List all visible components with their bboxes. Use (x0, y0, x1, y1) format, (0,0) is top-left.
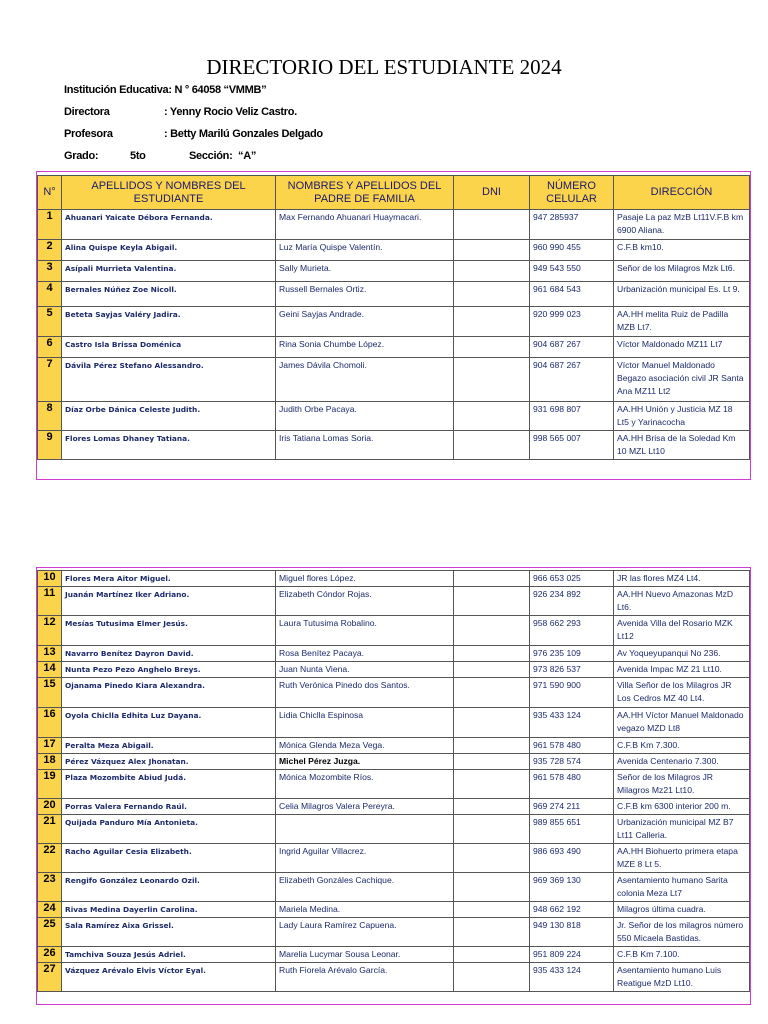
section-value: “A” (238, 150, 257, 162)
address-cell: Avenida Centenario 7.300. (614, 754, 750, 770)
parent-name: Elizabeth Cóndor Rojas. (276, 587, 454, 616)
phone-number: 969 369 130 (530, 873, 614, 902)
dni-cell (454, 307, 530, 337)
dni-cell (454, 431, 530, 460)
dni-cell (454, 963, 530, 992)
dni-cell (454, 770, 530, 799)
address-cell: AA.HH Unión y Justicia MZ 18 Lt5 y Yarinacocha (614, 402, 750, 431)
parent-name: Iris Tatiana Lomas Soria. (276, 431, 454, 460)
parent-name: Ingrid Aguilar Villacrez. (276, 844, 454, 873)
student-name: Racho Aguilar Cesia Elizabeth. (62, 844, 276, 873)
row-number: 1 (38, 210, 62, 240)
header-address: DIRECCIÓN (614, 176, 750, 210)
table-row (38, 210, 750, 240)
row-number: 23 (38, 873, 62, 902)
student-name: Sala Ramírez Aixa Grissel. (62, 918, 276, 947)
parent-name: Lady Laura Ramírez Capuena. (276, 918, 454, 947)
parent-name: Rosa Benítez Pacaya. (276, 646, 454, 662)
address-cell: Señor de los Milagros JR Milagros Mz21 Lt10. (614, 770, 750, 799)
address-cell: AA.HH Biohuerto primera etapa MZE 8 Lt 5. (614, 844, 750, 873)
student-name: Juanán Martínez Iker Adriano. (62, 587, 276, 616)
phone-number: 935 728 574 (530, 754, 614, 770)
table-row (38, 947, 750, 963)
phone-number: 931 698 807 (530, 402, 614, 431)
phone-number: 986 693 490 (530, 844, 614, 873)
row-number: 27 (38, 963, 62, 992)
dni-cell (454, 662, 530, 678)
parent-name: Mónica Mozombite Ríos. (276, 770, 454, 799)
address-cell: C.F.B km10. (614, 240, 750, 261)
table-row (38, 358, 750, 402)
row-number: 11 (38, 587, 62, 616)
address-cell: AA.HH Brisa de la Soledad Km 10 MZL Lt10 (614, 431, 750, 460)
table-row (38, 402, 750, 431)
row-number: 26 (38, 947, 62, 963)
address-cell: Avenida Impac MZ 21 Lt10. (614, 662, 750, 678)
table-row (38, 337, 750, 358)
parent-name: Ruth Fiorela Arévalo García. (276, 963, 454, 992)
document-title: DIRECTORIO DEL ESTUDIANTE 2024 (206, 55, 562, 79)
student-name: Alina Quispe Keyla Abigail. (62, 240, 276, 261)
address-cell: Urbanización municipal Es. Lt 9. (614, 282, 750, 307)
student-name: Flores Lomas Dhaney Tatiana. (62, 431, 276, 460)
phone-number: 949 130 818 (530, 918, 614, 947)
row-number: 21 (38, 815, 62, 844)
row-number: 8 (38, 402, 62, 431)
parent-name: James Dávila Chomoli. (276, 358, 454, 402)
grade-value: 5to (130, 150, 146, 162)
student-name: Porras Valera Fernando Raúl. (62, 799, 276, 815)
student-name: Castro Isla Brissa Doménica (62, 337, 276, 358)
table-row (38, 708, 750, 738)
parent-name: Laura Tutusima Robalino. (276, 616, 454, 646)
row-number: 9 (38, 431, 62, 460)
parent-name: Mónica Glenda Meza Vega. (276, 738, 454, 754)
phone-number: 947 285937 (530, 210, 614, 240)
student-name: Pérez Vázquez Alex Jhonatan. (62, 754, 276, 770)
address-cell: Pasaje La paz MzB Lt11V.F.B km 6900 Aliana. (614, 210, 750, 240)
address-cell: C.F.B Km 7.100. (614, 947, 750, 963)
parent-name: Juan Nunta Viena. (276, 662, 454, 678)
student-name: Plaza Mozombite Abiud Judá. (62, 770, 276, 799)
phone-number: 989 855 651 (530, 815, 614, 844)
dni-cell (454, 282, 530, 307)
institution-text: Institución Educativa: N ° 64058 “VMMB” (64, 84, 267, 96)
parent-name: Geini Sayjas Andrade. (276, 307, 454, 337)
student-name: Díaz Orbe Dánica Celeste Judith. (62, 402, 276, 431)
student-name: Rengifo González Leonardo Ozil. (62, 873, 276, 902)
phone-number: 920 999 023 (530, 307, 614, 337)
table-row (38, 646, 750, 662)
row-number: 12 (38, 616, 62, 646)
row-number: 25 (38, 918, 62, 947)
table-row (38, 754, 750, 770)
grade-label: Grado: (64, 150, 99, 162)
student-name: Ahuanari Yaicate Débora Fernanda. (62, 210, 276, 240)
address-cell: Avenida Villa del Rosario MZK Lt12 (614, 616, 750, 646)
director-value: : Yenny Rocio Veliz Castro. (164, 106, 297, 118)
parent-name: Mariela Medina. (276, 902, 454, 918)
header-student: APELLIDOS Y NOMBRES DEL ESTUDIANTE (62, 176, 276, 210)
parent-name: Marelia Lucymar Sousa Leonar. (276, 947, 454, 963)
row-number: 15 (38, 678, 62, 708)
table-row (38, 616, 750, 646)
address-cell: Víctor Maldonado MZ11 Lt7 (614, 337, 750, 358)
row-number: 2 (38, 240, 62, 261)
table-row (38, 587, 750, 616)
dni-cell (454, 571, 530, 587)
dni-cell (454, 587, 530, 616)
phone-number: 951 809 224 (530, 947, 614, 963)
parent-name: Ruth Verónica Pinedo dos Santos. (276, 678, 454, 708)
address-cell: Jr. Señor de los milagros número 550 Micaela Bastidas. (614, 918, 750, 947)
institution-line (64, 84, 266, 96)
row-number: 16 (38, 708, 62, 738)
phone-number: 935 433 124 (530, 708, 614, 738)
table-row (38, 770, 750, 799)
student-name: Ojanama Pinedo Kiara Alexandra. (62, 678, 276, 708)
phone-number: 948 662 192 (530, 902, 614, 918)
address-cell: C.F.B Km 7.300. (614, 738, 750, 754)
row-number: 6 (38, 337, 62, 358)
address-cell: Villa Señor de los Milagros JR Los Cedros MZ 40 Lt4. (614, 678, 750, 708)
parent-name: Celia Milagros Valera Pereyra. (276, 799, 454, 815)
phone-number: 960 990 455 (530, 240, 614, 261)
phone-number: 926 234 892 (530, 587, 614, 616)
table-row (38, 431, 750, 460)
student-name: Vázquez Arévalo Elvis Víctor Eyal. (62, 963, 276, 992)
dni-cell (454, 358, 530, 402)
table-row (38, 678, 750, 708)
dni-cell (454, 616, 530, 646)
parent-name (276, 815, 454, 844)
phone-number: 935 433 124 (530, 963, 614, 992)
dni-cell (454, 210, 530, 240)
row-number: 18 (38, 754, 62, 770)
table-header-row (38, 176, 750, 210)
parent-name: Max Fernando Ahuanari Huaymacari. (276, 210, 454, 240)
student-name: Dávila Pérez Stefano Alessandro. (62, 358, 276, 402)
parent-name: Miguel flores López. (276, 571, 454, 587)
table-row (38, 844, 750, 873)
student-directory-table-part2 (37, 570, 750, 992)
student-name: Nunta Pezo Pezo Anghelo Breys. (62, 662, 276, 678)
table-row (38, 662, 750, 678)
address-cell: Av Yoqueyupanqui No 236. (614, 646, 750, 662)
phone-number: 961 578 480 (530, 738, 614, 754)
address-cell: Milagros última cuadra. (614, 902, 750, 918)
dni-cell (454, 240, 530, 261)
phone-number: 998 565 007 (530, 431, 614, 460)
phone-number: 958 662 293 (530, 616, 614, 646)
student-name: Flores Mera Aitor Miguel. (62, 571, 276, 587)
dni-cell (454, 902, 530, 918)
dni-cell (454, 261, 530, 282)
student-name: Rivas Medina Dayerlin Carolina. (62, 902, 276, 918)
teacher-value: : Betty Marilú Gonzales Delgado (164, 128, 323, 140)
row-number: 24 (38, 902, 62, 918)
teacher-line (64, 128, 323, 140)
dni-cell (454, 738, 530, 754)
address-cell: Asentamiento humano Sarita colonia Meza Lt7 (614, 873, 750, 902)
table-row (38, 873, 750, 902)
student-name: Bernales Núñez Zoe Nicoll. (62, 282, 276, 307)
student-name: Oyola Chiclla Edhita Luz Dayana. (62, 708, 276, 738)
parent-name: Luz María Quispe Valentín. (276, 240, 454, 261)
table-row (38, 240, 750, 261)
address-cell: Asentamiento humano Luis Reatigue MzD Lt10. (614, 963, 750, 992)
dni-cell (454, 402, 530, 431)
teacher-label: Profesora (64, 128, 113, 140)
address-cell: AA.HH Víctor Manuel Maldonado vegazo MZD Lt8 (614, 708, 750, 738)
phone-number: 969 274 211 (530, 799, 614, 815)
header-parent: NOMBRES Y APELLIDOS DEL PADRE DE FAMILIA (276, 176, 454, 210)
dni-cell (454, 815, 530, 844)
row-number: 10 (38, 571, 62, 587)
table-row (38, 307, 750, 337)
student-directory-table-part1 (37, 175, 750, 460)
table-row (38, 918, 750, 947)
dni-cell (454, 918, 530, 947)
address-cell: AA.HH Nuevo Amazonas MzD Lt6. (614, 587, 750, 616)
row-number: 13 (38, 646, 62, 662)
dni-cell (454, 799, 530, 815)
parent-name: Elizabeth Gonzáles Cachique. (276, 873, 454, 902)
table-row (38, 902, 750, 918)
parent-name: Rina Sonia Chumbe López. (276, 337, 454, 358)
phone-number: 949 543 550 (530, 261, 614, 282)
phone-number: 904 687 267 (530, 358, 614, 402)
row-number: 20 (38, 799, 62, 815)
dni-cell (454, 947, 530, 963)
row-number: 17 (38, 738, 62, 754)
dni-cell (454, 754, 530, 770)
table-row (38, 963, 750, 992)
phone-number: 961 578 480 (530, 770, 614, 799)
grade-line (64, 150, 324, 162)
student-name: Peralta Meza Abigail. (62, 738, 276, 754)
dni-cell (454, 873, 530, 902)
parent-name: Judith Orbe Pacaya. (276, 402, 454, 431)
student-name: Tamchiva Souza Jesús Adriel. (62, 947, 276, 963)
header-dni: DNI (454, 176, 530, 210)
address-cell: JR las flores MZ4 Lt4. (614, 571, 750, 587)
row-number: 7 (38, 358, 62, 402)
row-number: 14 (38, 662, 62, 678)
phone-number: 904 687 267 (530, 337, 614, 358)
table-row (38, 571, 750, 587)
student-name: Quijada Panduro Mía Antonieta. (62, 815, 276, 844)
student-name: Beteta Sayjas Valéry Jadira. (62, 307, 276, 337)
phone-number: 961 684 543 (530, 282, 614, 307)
row-number: 22 (38, 844, 62, 873)
table-row (38, 738, 750, 754)
phone-number: 966 653 025 (530, 571, 614, 587)
dni-cell (454, 337, 530, 358)
phone-number: 973 826 537 (530, 662, 614, 678)
address-cell: Víctor Manuel Maldonado Begazo asociación civil JR Santa Ana MZ11 Lt2 (614, 358, 750, 402)
parent-name: Lidia Chiclla Espinosa (276, 708, 454, 738)
address-cell: Urbanización municipal MZ B7 Lt11 Calleria. (614, 815, 750, 844)
row-number: 4 (38, 282, 62, 307)
dni-cell (454, 708, 530, 738)
section-label: Sección: (189, 150, 233, 162)
director-line (64, 106, 297, 118)
address-cell: Señor de los Milagros Mzk Lt6. (614, 261, 750, 282)
student-name: Navarro Benítez Dayron David. (62, 646, 276, 662)
parent-name: Michel Pérez Juzga. (276, 754, 454, 770)
student-name: Asípali Murrieta Valentina. (62, 261, 276, 282)
header-number: N° (38, 176, 62, 210)
dni-cell (454, 678, 530, 708)
dni-cell (454, 646, 530, 662)
student-name: Mesías Tutusima Elmer Jesús. (62, 616, 276, 646)
director-label: Directora (64, 106, 110, 118)
table-row (38, 799, 750, 815)
address-cell: AA.HH melita Ruiz de Padilla MZB Lt7. (614, 307, 750, 337)
parent-name: Russell Bernales Ortiz. (276, 282, 454, 307)
table-row (38, 261, 750, 282)
table-row (38, 815, 750, 844)
row-number: 19 (38, 770, 62, 799)
row-number: 3 (38, 261, 62, 282)
header-phone: NÚMERO CELULAR (530, 176, 614, 210)
row-number: 5 (38, 307, 62, 337)
address-cell: C.F.B km 6300 interior 200 m. (614, 799, 750, 815)
dni-cell (454, 844, 530, 873)
phone-number: 971 590 900 (530, 678, 614, 708)
parent-name: Sally Murieta. (276, 261, 454, 282)
phone-number: 976 235 109 (530, 646, 614, 662)
table-row (38, 282, 750, 307)
